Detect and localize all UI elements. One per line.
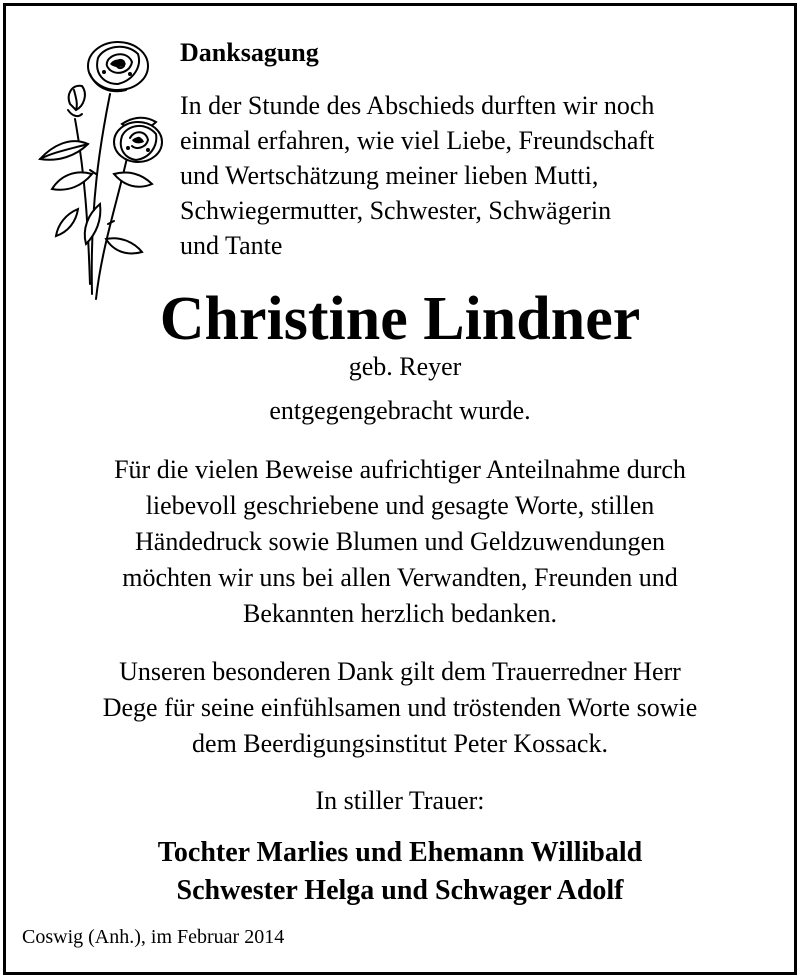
mourner-line: Schwester Helga und Schwager Adolf: [176, 875, 624, 906]
received-line: entgegengebracht wurde.: [269, 396, 531, 425]
intro-line: Schwiegermutter, Schwester, Schwägerin: [180, 196, 612, 225]
paragraph-line: Unseren besonderen Dank gilt dem Trauerredner Herr: [119, 657, 681, 686]
deceased-name: Christine Lindner: [159, 285, 641, 353]
mourner-line: Tochter Marlies und Ehemann Willibald: [157, 837, 643, 868]
intro-line: In der Stunde des Abschieds durften wir noch: [180, 91, 655, 120]
notice-heading: Danksagung: [180, 38, 319, 67]
paragraph-line: dem Beerdigungsinstitut Peter Kossack.: [192, 729, 608, 758]
special-thanks-paragraph: [0, 654, 800, 762]
roses-icon: [30, 24, 165, 309]
paragraph-line: Bekannten herzlich bedanken.: [242, 599, 558, 628]
paragraph-line: Händedruck sowie Blumen und Geldzuwendungen: [135, 527, 665, 556]
maiden-name: geb. Reyer: [348, 352, 462, 381]
intro-line: und Tante: [180, 231, 283, 260]
place-date: Coswig (Anh.), im Februar 2014: [22, 926, 285, 948]
thanks-paragraph: [0, 452, 800, 632]
paragraph-line: Für die vielen Beweise aufrichtiger Anteilnahme durch: [114, 455, 686, 484]
intro-line: einmal erfahren, wie viel Liebe, Freundschaft: [180, 126, 655, 155]
paragraph-line: liebevoll geschriebene und gesagte Worte, stillen: [145, 491, 655, 520]
mourning-line: In stiller Trauer:: [315, 786, 485, 815]
mourners-list: [0, 834, 800, 910]
paragraph-line: möchten wir uns bei allen Verwandten, Freunden und: [122, 563, 678, 592]
intro-text: [180, 88, 780, 263]
paragraph-line: Dege für seine einfühlsamen und tröstenden Worte sowie: [102, 693, 698, 722]
intro-line: und Wertschätzung meiner lieben Mutti,: [180, 161, 599, 190]
